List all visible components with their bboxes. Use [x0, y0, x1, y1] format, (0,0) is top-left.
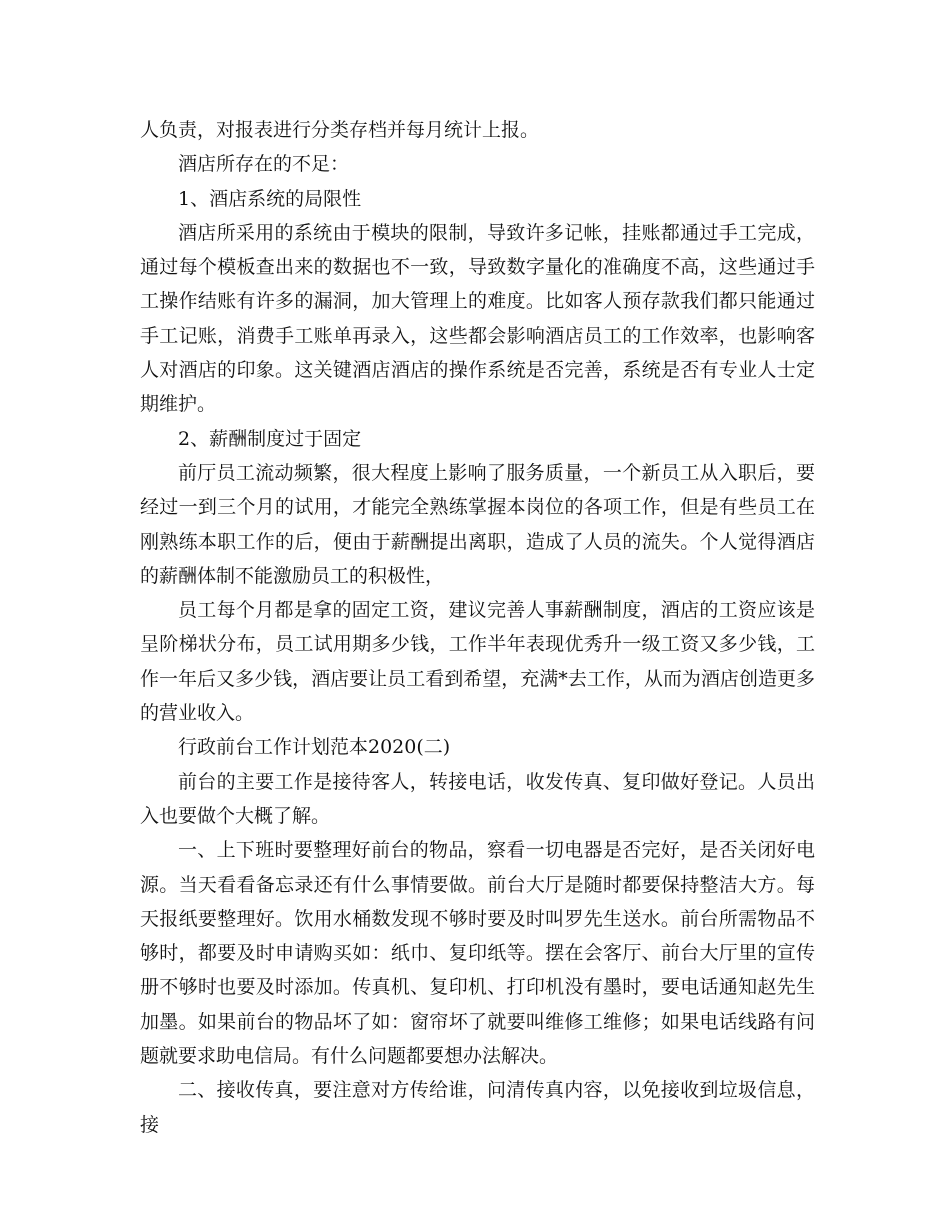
document-body — [140, 113, 815, 1142]
paragraph-shortcomings-heading: 酒店所存在的不足： — [178, 153, 350, 176]
paragraph-front-desk-intro: 前台的主要工作是接待客人，转接电话，收发传真、复印做好登记。人员出入也要做个大概了解。 — [140, 770, 815, 827]
paragraph-continuation: 人负责，对报表进行分类存档并每月统计上报。 — [140, 119, 540, 141]
paragraph-section-title: 行政前台工作计划范本2020(二) — [178, 736, 451, 759]
paragraph-salary-heading: 2、薪酬制度过于固定 — [178, 427, 362, 450]
paragraph-salary-body: 前厅员工流动频繁，很大程度上影响了服务质量，一个新员工从入职后，要经过一到三个月的试用，才能完全熟练掌握本岗位的各项工作，但是有些员工在刚熟练本职工作的后，便由于薪酬提出离职，造成了人员的流失。个人觉得酒店的薪酬体制不能激励员工的积极性， — [140, 461, 815, 587]
paragraph-salary-suggestion: 员工每个月都是拿的固定工资，建议完善人事薪酬制度，酒店的工资应该是呈阶梯状分布，员工试用期多少钱，工作半年表现优秀升一级工资又多少钱，工作一年后又多少钱，酒店要让员工看到希望，充满*去工作，从而为酒店创造更多的营业收入。 — [140, 599, 815, 725]
paragraph-item-two: 二、接收传真，要注意对方传给谁，问清传真内容，以免接收到垃圾信息，接 — [140, 1079, 815, 1136]
paragraph-system-limitation-heading: 1、酒店系统的局限性 — [178, 187, 362, 210]
paragraph-item-one: 一、上下班时要整理好前台的物品，察看一切电器是否完好，是否关闭好电源。当天看看备忘录还有什么事情要做。前台大厅是随时都要保持整洁大方。每天报纸要整理好。饮用水桶数发现不够时要及时叫罗先生送水。前台所需物品不够时，都要及时申请购买如：纸巾、复印纸等。摆在会客厅、前台大厅里的宣传册不够时也要及时添加。传真机、复印机、打印机没有墨时，要电话通知赵先生加墨。如果前台的物品坏了如：窗帘坏了就要叫维修工维修；如果电话线路有问题就要求助电信局。有什么问题都要想办法解决。 — [140, 839, 815, 1068]
paragraph-system-limitation-body: 酒店所采用的系统由于模块的限制，导致许多记帐，挂账都通过手工完成，通过每个模板查出来的数据也不一致，导致数字量化的准确度不高，这些通过手工操作结账有许多的漏洞，加大管理上的难度。比如客人预存款我们都只能通过手工记账，消费手工账单再录入，这些都会影响酒店员工的工作效率，也影响客人对酒店的印象。这关键酒店酒店的操作系统是否完善，系统是否有专业人士定期维护。 — [140, 221, 815, 416]
